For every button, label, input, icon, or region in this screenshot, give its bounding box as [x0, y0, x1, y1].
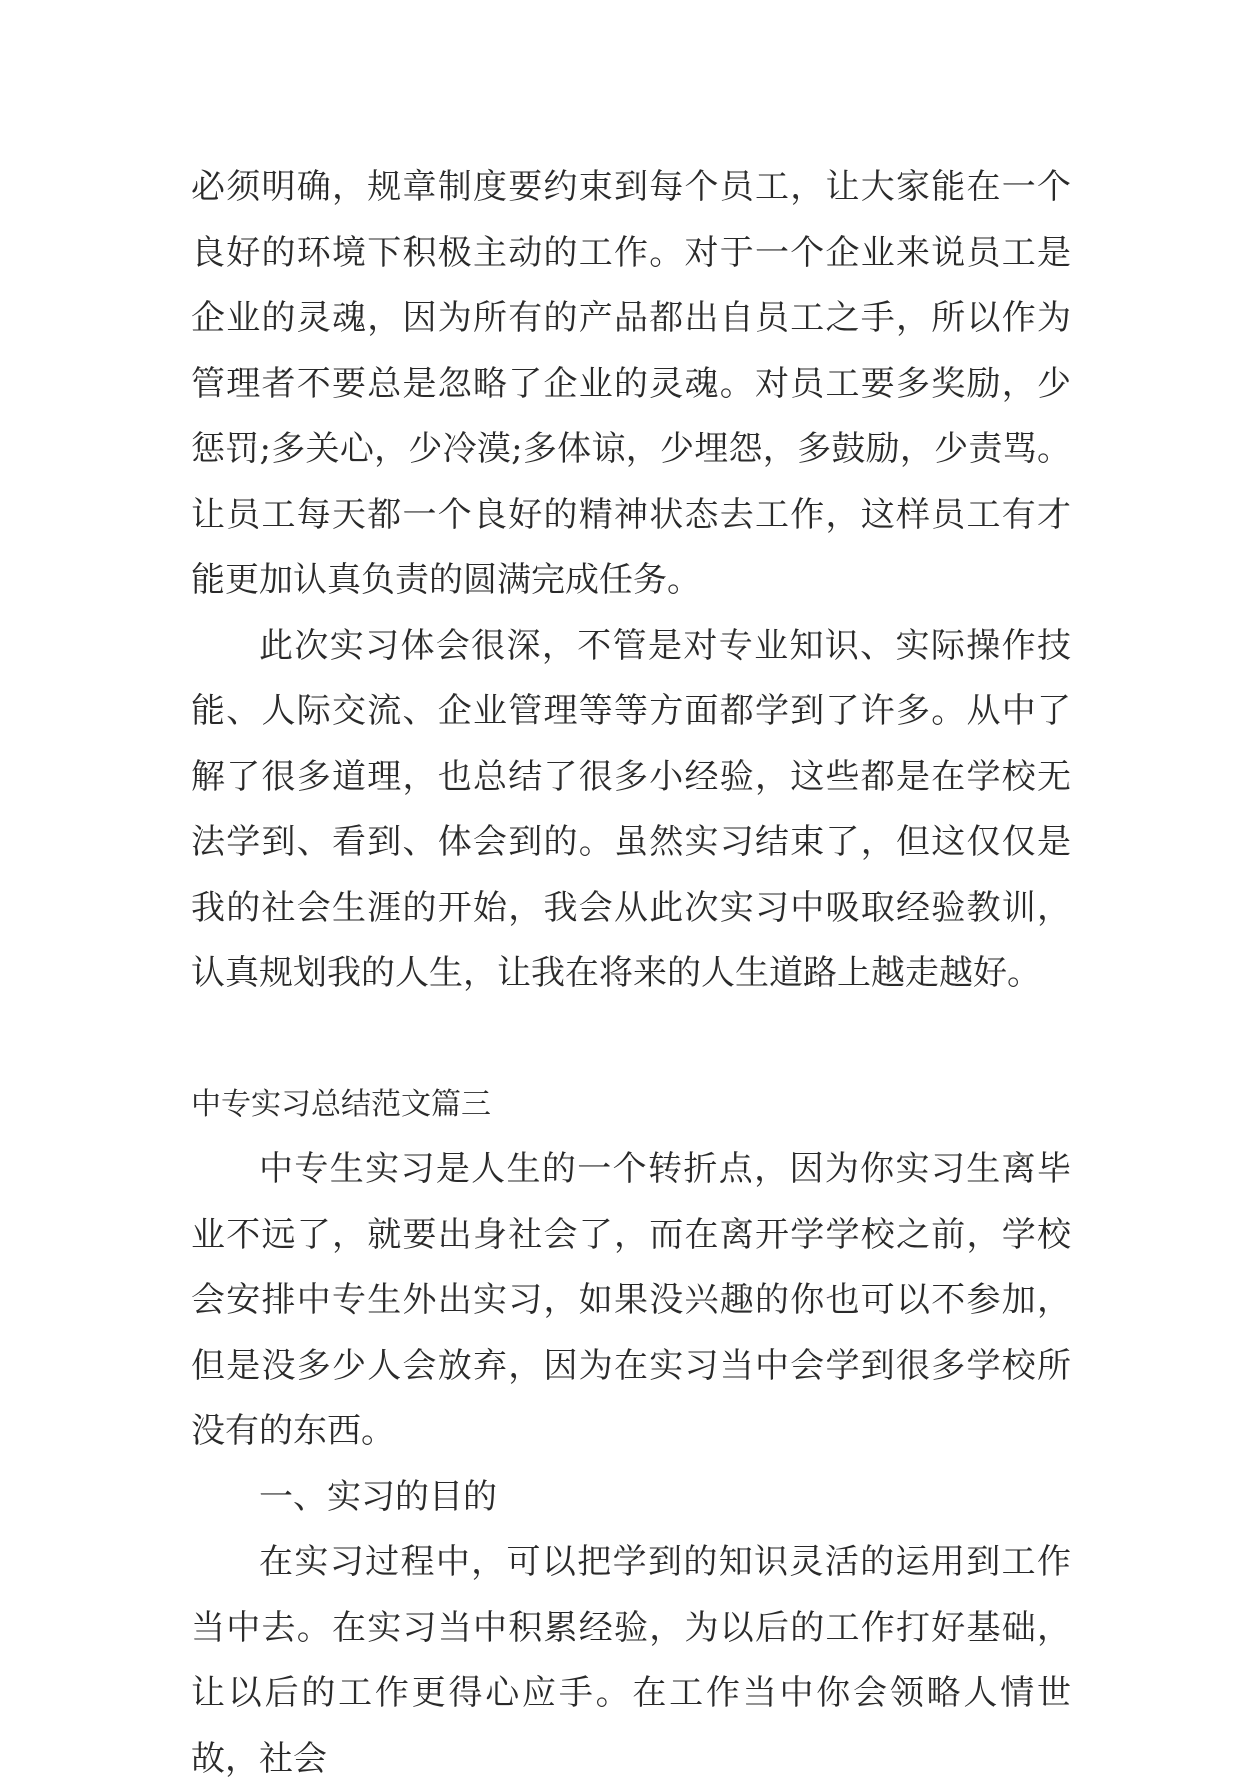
- paragraph-internship-reflection: 此次实习体会很深，不管是对专业知识、实际操作技能、人际交流、企业管理等等方面都学到了许多。从中了解了很多道理，也总结了很多小经验，这些都是在学校无法学到、看到、体会到的。虽然实习结束了，但这仅仅是我的社会生涯的开始，我会从此次实习中吸取经验教训，认真规划我的人生，让我在将来的人生道路上越走越好。: [191, 625, 1071, 993]
- paragraph-purpose: 在实习过程中，可以把学到的知识灵活的运用到工作当中去。在实习当中积累经验，为以后的工作打好基础，让以后的工作更得心应手。在工作当中你会领略人情世故，社会: [191, 1542, 1071, 1779]
- paragraph-intro: 中专生实习是人生的一个转折点，因为你实习生离毕业不远了，就要出身社会了，而在离开学学校之前，学校会安排中专生外出实习，如果没兴趣的你也可以不参加，但是没多少人会放弃，因为在实习当中会学到很多学校所没有的东西。: [191, 1149, 1071, 1451]
- paragraph-continuation: 必须明确，规章制度要约束到每个员工，让大家能在一个良好的环境下积极主动的工作。对于一个企业来说员工是企业的灵魂，因为所有的产品都出自员工之手，所以作为管理者不要总是忽略了企业的灵魂。对员工要多奖励，少惩罚;多关心，少冷漠;多体谅，少埋怨，多鼓励，少责骂。让员工每天都一个良好的精神状态去工作，这样员工有才能更加认真负责的圆满完成任务。: [191, 167, 1071, 600]
- subheading-purpose: 一、实习的目的: [259, 1476, 497, 1517]
- section-title: 中专实习总结范文篇三: [191, 1086, 491, 1122]
- document-body: [191, 155, 1071, 1792]
